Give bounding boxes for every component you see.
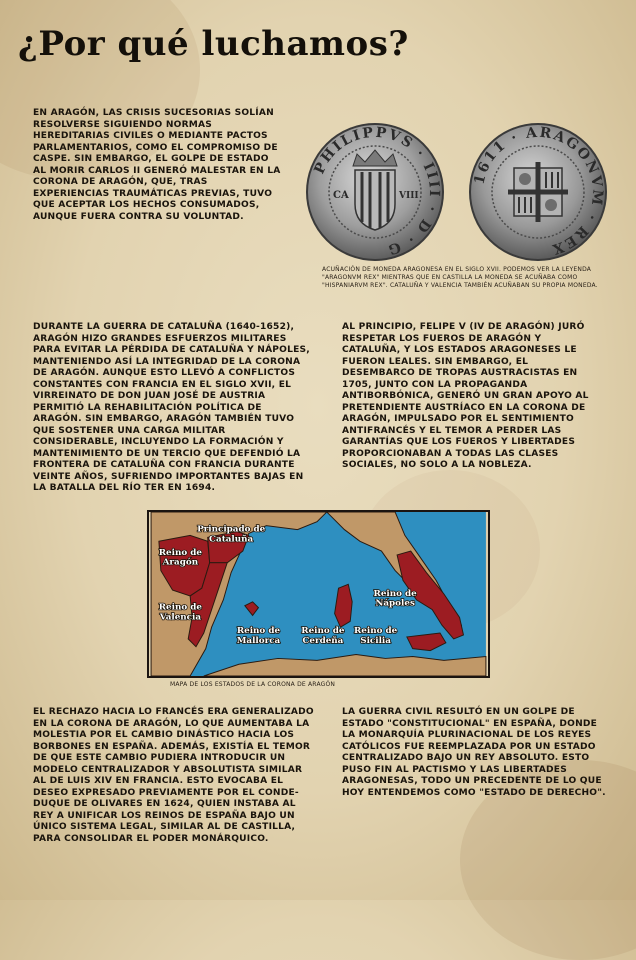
svg-text:Principado deCataluña: Principado de Cataluña [197, 524, 266, 545]
coin-obverse-image [295, 122, 455, 262]
svg-text:Reino deValencia: Reino de Valencia [158, 602, 202, 623]
coin-obverse-mint-mark: CA [333, 190, 349, 201]
coin-reverse-image [458, 122, 618, 262]
coin-obverse-legend: PHILIPPVS · IIII · D · G [311, 124, 443, 258]
intro-paragraph: EN ARAGÓN, LAS CRISIS SUCESORIAS SOLÍAN RESOLVERSE SIGUIENDO NORMAS HEREDITARIAS CIVILES O MEDIANTE PACTOS PARLAMENTARIOS, COMO EL COMPROMISO DE CASPE. SIN EMBARGO, EL GOLPE DE ESTADO AL MORIR CARLOS II GENERÓ MALESTAR EN LA CORONA DE ARAGÓN, QUE, TRAS EXPERIENCIAS TRAUMÁTICAS PREVIAS, TUVO QUE ACEPTAR LOS HECHOS CONSUMADOS, AUNQUE FUERA CONTRA SU VOLUNTAD. [33, 108, 281, 222]
svg-text:Reino deSicilia: Reino de Sicilia [354, 626, 398, 646]
svg-text:Reino deNápoles: Reino de Nápoles [373, 588, 417, 609]
coin-obverse-value: VIII [399, 191, 419, 201]
guerra-civil-paragraph: LA GUERRA CIVIL RESULTÓ EN UN GOLPE DE ESTADO "CONSTITUCIONAL" EN ESPAÑA, DONDE LA MONARQUÍA PLURINACIONAL DE LOS REYES CATÓLICOS FUE REEMPLAZADA POR UN ESTADO CENTRALIZADO BAJO UN REY ABSOLUTO. ESTO PUSO FIN AL PACTISMO Y LAS LIBERTADES ARAGONESAS, TODO UN PRECEDENTE DE LO QUE HOY ENTENDEMOS COMO "ESTADO DE DERECHO". [342, 707, 606, 798]
crown-of-aragon-map [147, 510, 490, 678]
guerra-cataluna-paragraph: DURANTE LA GUERRA DE CATALUÑA (1640-1652), ARAGÓN HIZO GRANDES ESFUERZOS MILITARES PARA EVITAR LA PÉRDIDA DE CATALUÑA Y NÁPOLES, MANTENIENDO ASÍ LA INTEGRIDAD DE LA CORONA DE ARAGÓN. AUNQUE ESTO LLEVÓ A CONFLICTOS CONSTANTES CON FRANCIA EN EL SIGLO XVII, EL VIRREINATO DE DON JUAN JOSÉ DE AUSTRIA PERMITIÓ LA REHABILITACIÓN POLÍTICA DE ARAGÓN. SIN EMBARGO, ARAGÓN TAMBIÉN TUVO QUE SOSTENER UNA CARGA MILITAR CONSIDERABLE, INCLUYENDO LA FORMACIÓN Y MANTENIMIENTO DE UN TERCIO QUE DEFENDIÓ LA FRONTERA DE CATALUÑA CON FRANCIA DURANTE VEINTE AÑOS, SUFRIENDO IMPORTANTES BAJAS EN LA BATALLA DEL RÍO TER EN 1694. [33, 322, 310, 493]
coin-caption: ACUÑACIÓN DE MONEDA ARAGONESA EN EL SIGLO XVII. PODEMOS VER LA LEYENDA "ARAGONVM REX" MIENTRAS QUE EN CASTILLA LA MONEDA SE ACUÑABA COMO "HISPANIARVM REX". CATALUÑA Y VALENCIA TAMBIÉN ACUÑABAN SU PROPIA MONEDA. [322, 266, 598, 289]
coin-reverse-legend: 1611 · ARAGONVM · REX [471, 124, 606, 258]
svg-text:Reino deAragón: Reino de Aragón [158, 547, 202, 568]
page-title: ¿Por qué luchamos? [18, 24, 409, 64]
svg-text:Reino deCerdeña: Reino de Cerdeña [301, 626, 345, 646]
rechazo-frances-paragraph: EL RECHAZO HACIA LO FRANCÉS ERA GENERALIZADO EN LA CORONA DE ARAGÓN, LO QUE AUMENTABA LA MOLESTIA POR EL CAMBIO DINÁSTICO HACIA LOS BORBONES EN ESPAÑA. ADEMÁS, EXISTÍA EL TEMOR DE QUE ESTE CAMBIO PUDIERA INTRODUCIR UN MODELO CENTRALIZADOR Y ABSOLUTISTA SIMILAR AL DE LUIS XIV EN FRANCIA. ESTO EVOCABA EL DESEO EXPRESADO PREVIAMENTE POR EL CONDE-DUQUE DE OLIVARES EN 1624, QUIEN INSTABA AL REY A UNIFICAR LOS REINOS DE ESPAÑA BAJO UN ÚNICO SISTEMA LEGAL, SIMILAR AL DE CASTILLA, PARA CONSOLIDAR EL PODER MONÁRQUICO. [33, 707, 314, 844]
map-caption: MAPA DE LOS ESTADOS DE LA CORONA DE ARAGÓN [170, 681, 336, 688]
svg-text:Reino deMallorca: Reino de Mallorca [236, 626, 281, 646]
felipe-v-paragraph: AL PRINCIPIO, FELIPE V (IV DE ARAGÓN) JURÓ RESPETAR LOS FUEROS DE ARAGÓN Y CATALUÑA, Y LOS ESTADOS ARAGONESES LE FUERON LEALES. SIN EMBARGO, EL DESEMBARCO DE TROPAS AUSTRACISTAS EN 1705, JUNTO CON LA PROPAGANDA ANTIBORBÓNICA, GENERÓ UN GRAN APOYO AL PRETENDIENTE AUSTRÍACO EN LA CORONA DE ARAGÓN, IMPULSADO POR EL SENTIMIENTO ANTIFRANCÉS Y EL TEMOR A PERDER LAS GARANTÍAS QUE LOS FUEROS Y LIBERTADES PROPORCIONABAN A TODAS LAS CLASES SOCIALES, NO SOLO A LA NOBLEZA. [342, 322, 589, 470]
